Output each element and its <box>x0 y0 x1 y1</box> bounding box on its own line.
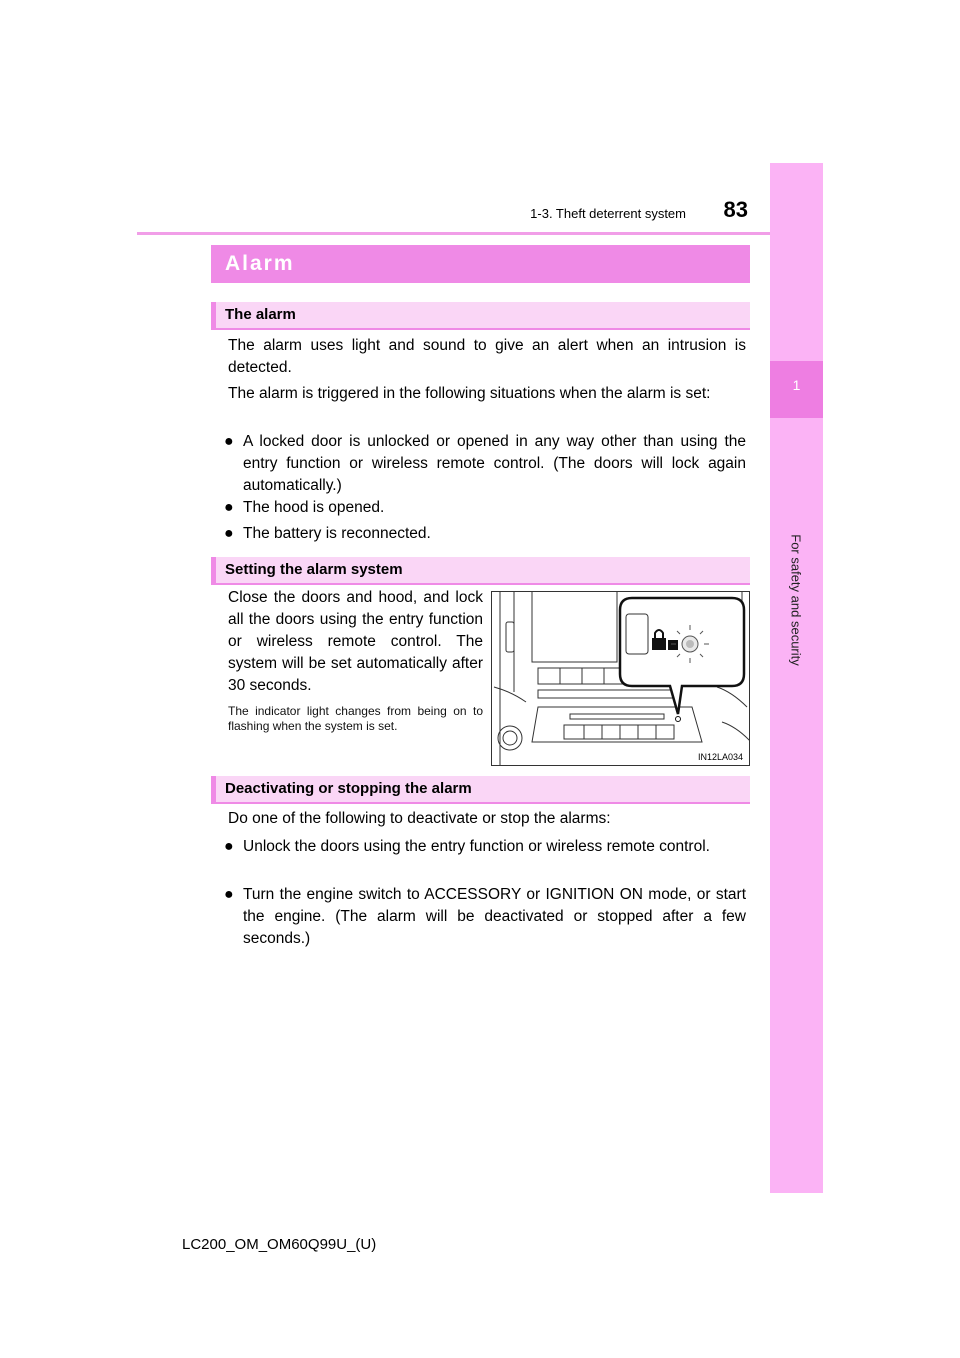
list-item-text: Turn the engine switch to ACCESSORY or IGNITION ON mode, or start the engine. (The alarm will be deactivated or stopped after a few seconds.) <box>243 886 746 947</box>
setting-paragraph: Close the doors and hood, and lock all the doors using the entry function or wireless remote control. The system will be set automatically after 30 seconds. <box>228 589 483 694</box>
subheading-deactivating <box>211 776 750 804</box>
alarm-trigger-paragraph: The alarm is triggered in the following situations when the alarm is set: <box>228 385 711 402</box>
bullet-icon: ● <box>224 499 234 516</box>
subheading-setting-alarm <box>211 557 750 585</box>
dashboard-illustration <box>491 591 750 766</box>
bullet-icon: ● <box>224 525 234 542</box>
dashboard-drawing <box>492 592 750 766</box>
list-item <box>224 836 746 858</box>
section-title-bar <box>211 245 750 283</box>
list-item-text: The battery is reconnected. <box>243 525 431 542</box>
list-item-text: A locked door is unlocked or opened in any way other than using the entry function or wireless remote control. (The doors will lock again automatically.) <box>243 433 746 494</box>
subheading-the-alarm-label: The alarm <box>225 306 296 323</box>
section-title: Alarm <box>225 252 295 275</box>
bullet-icon: ● <box>224 838 234 855</box>
footer-doc-code: LC200_OM_OM60Q99U_(U) <box>182 1236 377 1253</box>
chapter-side-tab <box>770 163 823 1193</box>
setting-note: The indicator light changes from being on to flashing when the system is set. <box>228 704 483 733</box>
list-item <box>224 497 746 519</box>
list-item <box>224 523 746 545</box>
zoom-callout <box>620 598 744 722</box>
running-header-section: 1-3. Theft deterrent system <box>530 206 686 221</box>
figure-code: IN12LA034 <box>697 752 743 762</box>
subheading-the-alarm <box>211 302 750 330</box>
list-item-text: The hood is opened. <box>243 499 385 516</box>
deactivating-paragraph: Do one of the following to deactivate or stop the alarms: <box>228 810 611 827</box>
list-item <box>224 431 746 497</box>
list-item-text: Unlock the doors using the entry function or wireless remote control. <box>243 838 710 855</box>
alarm-intro-paragraph: The alarm uses light and sound to give an alert when an intrusion is detected. <box>228 337 746 376</box>
header-rule <box>137 232 823 235</box>
page-number: 83 <box>723 197 748 222</box>
list-item <box>224 884 746 950</box>
bullet-icon: ● <box>224 433 234 450</box>
subheading-deactivating-label: Deactivating or stopping the alarm <box>225 780 472 797</box>
bullet-icon: ● <box>224 886 234 903</box>
subheading-setting-alarm-label: Setting the alarm system <box>225 561 403 578</box>
chapter-title-label: For safety and security <box>788 534 804 666</box>
chapter-number-tab: 1 <box>770 361 823 418</box>
